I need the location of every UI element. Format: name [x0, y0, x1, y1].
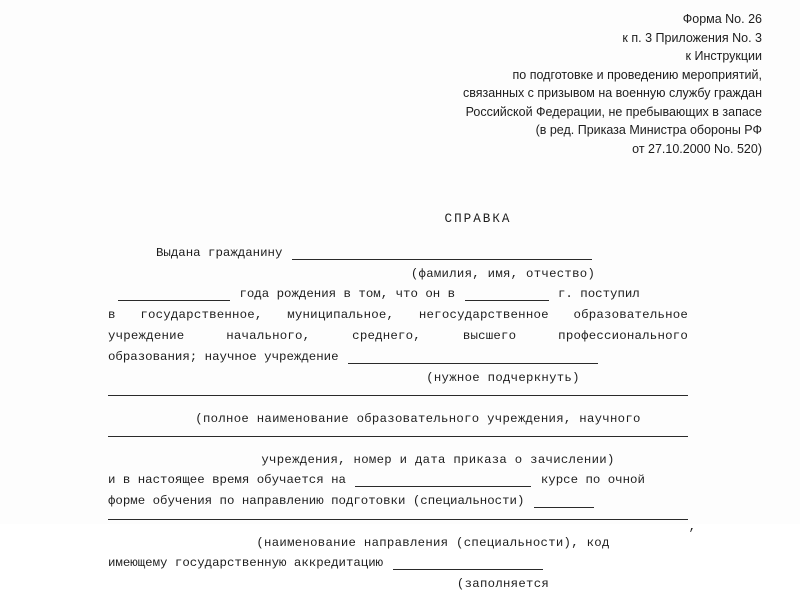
row-form	[108, 494, 688, 515]
line-currently: и в настоящее время обучается на	[108, 473, 346, 487]
order-number-field[interactable]	[108, 435, 688, 437]
form-body	[108, 212, 696, 597]
row-caption-order	[108, 453, 688, 473]
course-field[interactable]	[355, 474, 531, 487]
header-line-7: (в ред. Приказа Министра обороны РФ	[535, 123, 762, 137]
header-line-2: к п. 3 Приложения No. 3	[622, 30, 762, 45]
row-accreditation	[108, 556, 688, 577]
scientific-institution-field[interactable]	[348, 351, 598, 364]
header-line-6: Российской Федерации, не пребывающих в запасе	[465, 104, 762, 119]
row-currently	[108, 473, 688, 494]
row-issued-to	[108, 246, 688, 267]
birth-year-text: года рождения в том, что он в	[239, 287, 456, 301]
speciality-name-field[interactable]	[108, 518, 688, 520]
speciality-field[interactable]	[534, 495, 594, 508]
row-caption-filled	[108, 577, 688, 597]
header-line-4: по подготовке и проведению мероприятий,	[512, 67, 762, 82]
page-title: СПРАВКА	[444, 212, 512, 226]
line-course-suffix: курсе по очной	[540, 473, 645, 487]
entry-date-field[interactable]	[465, 288, 549, 301]
header-line-5: связанных с призывом на военную службу граждан	[462, 86, 762, 100]
accreditation-field[interactable]	[393, 557, 543, 570]
header-line-1: Форма No. 26	[682, 12, 762, 26]
row-birth-year	[108, 287, 688, 308]
row-rule-full-3	[108, 518, 696, 536]
header-line-3: к Инструкции	[685, 49, 762, 63]
birth-year-field[interactable]	[118, 288, 230, 301]
row-caption-fio	[108, 267, 688, 287]
row-caption-speciality	[108, 536, 688, 556]
issued-to-label: Выдана гражданину	[156, 246, 283, 260]
caption-filled: (заполняется	[456, 577, 550, 591]
line-education: образования; научное учреждение	[108, 350, 339, 364]
row-caption-underline	[108, 371, 688, 391]
row-rule-full-2	[108, 435, 688, 453]
full-name-institution-field[interactable]	[108, 394, 688, 396]
issued-to-field[interactable]	[292, 247, 592, 260]
row-institution-line	[108, 329, 688, 350]
caption-order: учреждения, номер и дата приказа о зачислении)	[261, 453, 615, 467]
row-education-line	[108, 350, 688, 371]
header-block	[242, 10, 762, 158]
line-institution: учреждение начального, среднего, высшего профессионального	[108, 329, 688, 343]
line-form: форме обучения по направлению подготовки (специальности)	[108, 494, 525, 508]
comma-mark: ,	[688, 520, 696, 534]
row-caption-full-name	[108, 412, 688, 432]
header-line-8: от 27.10.2000 No. 520)	[632, 141, 762, 156]
caption-speciality: (наименование направления (специальности), код	[256, 536, 610, 550]
row-state-line	[108, 308, 688, 329]
line-accreditation: имеющему государственную аккредитацию	[108, 556, 384, 570]
birth-year-suffix: г. поступил	[557, 287, 640, 301]
caption-underline-needed: (нужное подчеркнуть)	[426, 371, 580, 385]
line-state: в государственное, муниципальное, негосударственное образовательное	[108, 308, 688, 322]
caption-full-name-inst: (полное наименование образовательного учреждения, научного	[195, 412, 641, 426]
row-rule-full-1	[108, 394, 688, 412]
caption-fio: (фамилия, имя, отчество)	[410, 267, 596, 281]
